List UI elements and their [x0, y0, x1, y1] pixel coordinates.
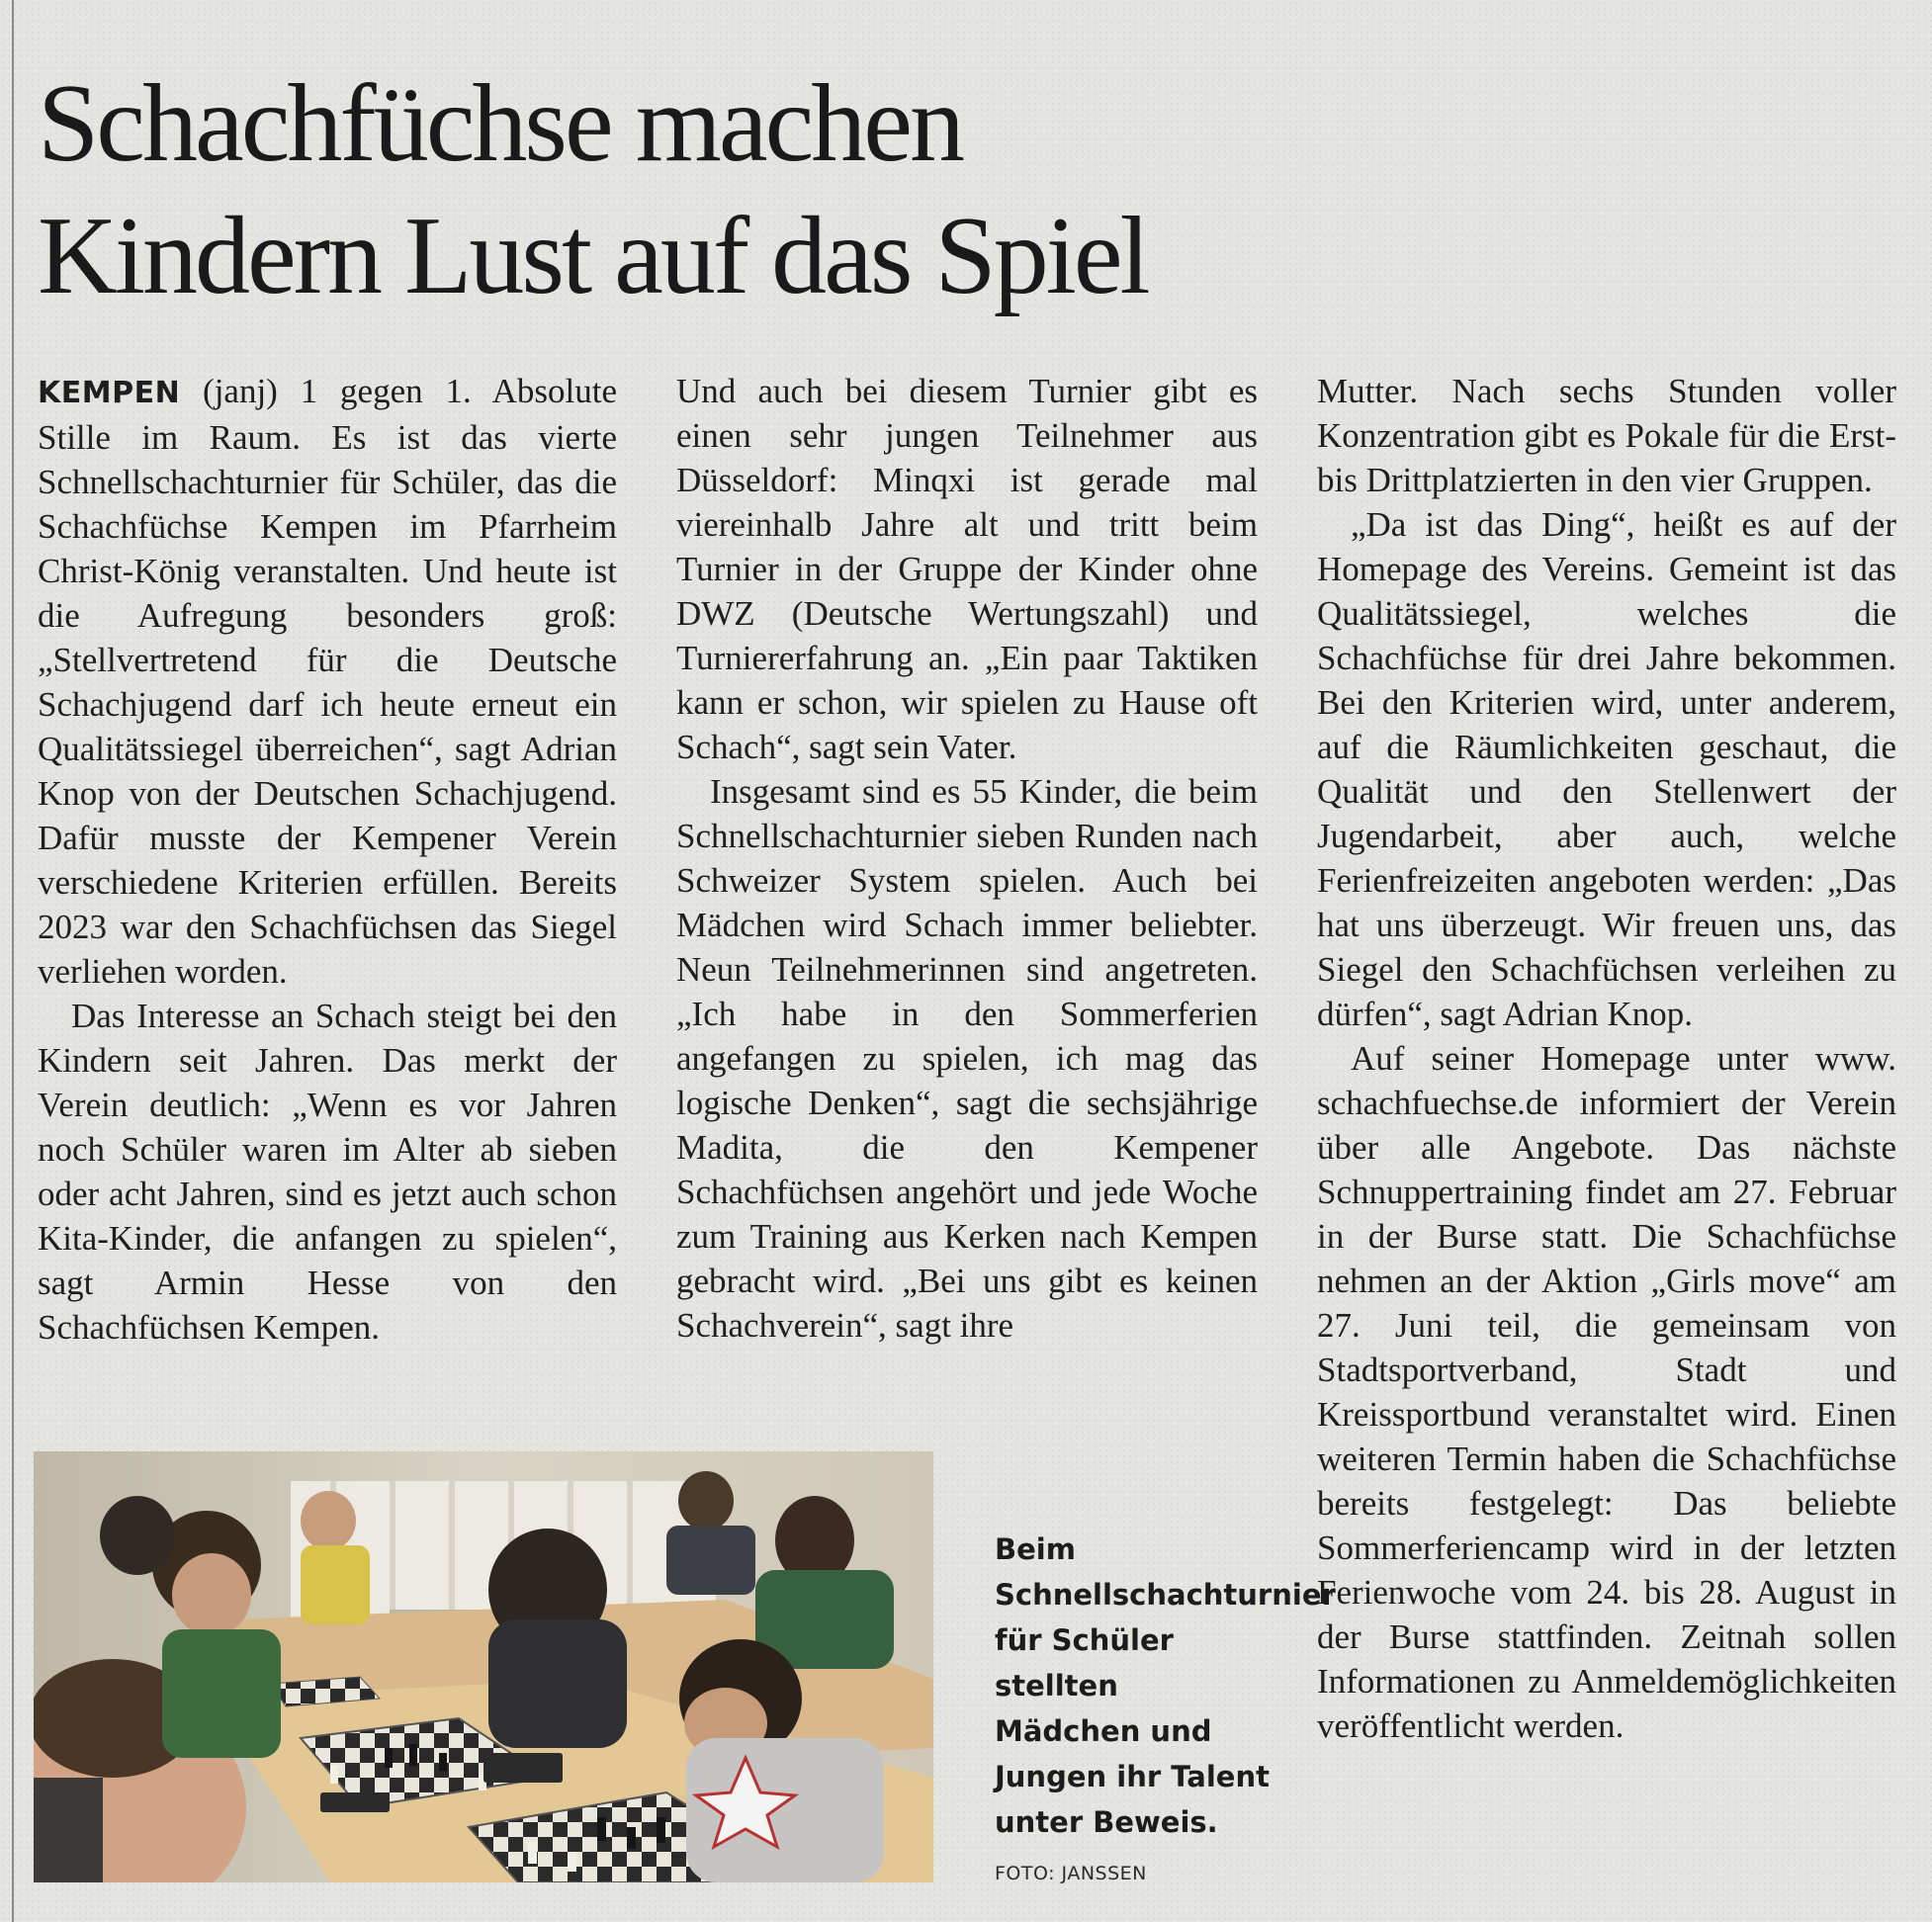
paragraph-1-text: (janj) 1 gegen 1. Absolute Stille im Raum. Es ist das vierte Schnellschachturnier für Schüler, das die Schachfüchse Kempen im Pfarrheim Christ-König veranstalten. Und heute ist die Aufregung besonders groß: „Stellvertretend für die Deutsche Schachjugend darf ich heute erneut ein Qualitätssiegel überreichen“, sagt Adrian Knop von der Deutschen Schachjugend. Dafür musste der Kempener Verein verschiedene Kriterien erfüllen. Bereits 2023 war den Schachfüchsen das Siegel verliehen worden. [38, 372, 618, 991]
photo-caption: Beim Schnellschachturnier für Schüler stellten Mädchen und Jungen ihr Talent unter Beweis. [995, 1532, 1336, 1839]
dateline: KEMPEN [38, 376, 181, 410]
article-column-2 [676, 369, 1258, 1348]
headline-line-1: Schachfüchse machen [38, 62, 962, 185]
page-edge-rule [12, 0, 14, 1922]
article-paragraph-4: Insgesamt sind es 55 Kinder, die beim Schnellschachturnier sieben Runden nach Schweizer System spielen. Auch bei Mädchen wird Schach immer beliebter. Neun Teilnehmerinnen sind angetreten. „Ich habe in den Sommerferien angefangen zu spielen, ich mag das logische Denken“, sagt die sechsjährige Madita, die den Kempener Schachfüchsen angehört und jede Woche zum Training aus Kerken nach Kempen gebracht wird. „Bei uns gibt es keinen Schachverein“, sagt ihre [676, 772, 1258, 1345]
article-paragraph-2: Das Interesse an Schach steigt bei den Kindern seit Jahren. Das merkt der Verein deutlich: „Wenn es vor Jahren noch Schüler waren im Alter ab sieben oder acht Jahren, sind es jetzt auch schon Kita-Kinder, die anfangen zu spielen“, sagt Armin Hesse von den Schachfüchsen Kempen. [38, 997, 617, 1347]
headline-line-2: Kindern Lust auf das Spiel [38, 195, 1148, 317]
article-paragraph-1 [38, 369, 617, 994]
chess-tournament-photo [34, 1451, 933, 1882]
article-paragraph-7: Auf seiner Homepage unter www. schachfuechse.de informiert der Verein über alle Angebote. Das nächste Schnuppertraining findet am 27. Februar in der Burse statt. Die Schachfüchse nehmen an der Aktion „Girls move“ am 27. Juni teil, die gemeinsam von Stadtsportverband, Stadt und Kreissportbund veranstaltet wird. Einen weiteren Termin haben die Schachfüchse bereits festgelegt: Das beliebte Sommerferiencamp wird in der letzten Ferienwoche vom 24. bis 28. August in der Burse stattfinden. Zeitnah sollen Informationen zu Anmeldemöglichkeiten veröffentlicht werden. [1317, 1039, 1896, 1745]
article-paragraph-3: Und auch bei diesem Turnier gibt es einen sehr jungen Teilnehmer aus Düsseldorf: Minqxi ist gerade mal viereinhalb Jahre alt und tritt beim Turnier in der Gruppe der Kinder ohne DWZ (Deutsche Wertungszahl) und Turniererfahrung an. „Ein paar Taktiken kann er schon, wir spielen zu Hause oft Schach“, sagt sein Vater. [676, 372, 1258, 766]
article-column-3 [1317, 369, 1896, 1748]
article-column-1 [38, 369, 617, 1350]
article-paragraph-6: „Da ist das Ding“, heißt es auf der Homepage des Vereins. Gemeint ist das Qualitätssiegel, welches die Schachfüchse für drei Jahre bekommen. Bei den Kriterien wird, unter anderem, auf die Räumlichkeiten geschaut, die Qualität und den Stellenwert der Jugendarbeit, aber auch, welche Ferienfreizeiten angeboten werden: „Das hat uns überzeugt. Wir freuen uns, das Siegel den Schachfüchsen verleihen zu dürfen“, sagt Adrian Knop. [1317, 505, 1896, 1033]
photo-credit: FOTO: JANSSEN [995, 1863, 1147, 1884]
article-headline [38, 57, 1481, 322]
article-paragraph-5: Mutter. Nach sechs Stunden voller Konzentration gibt es Pokale für die Erst- bis Drittplatzierten in den vier Gruppen. [1317, 372, 1896, 499]
